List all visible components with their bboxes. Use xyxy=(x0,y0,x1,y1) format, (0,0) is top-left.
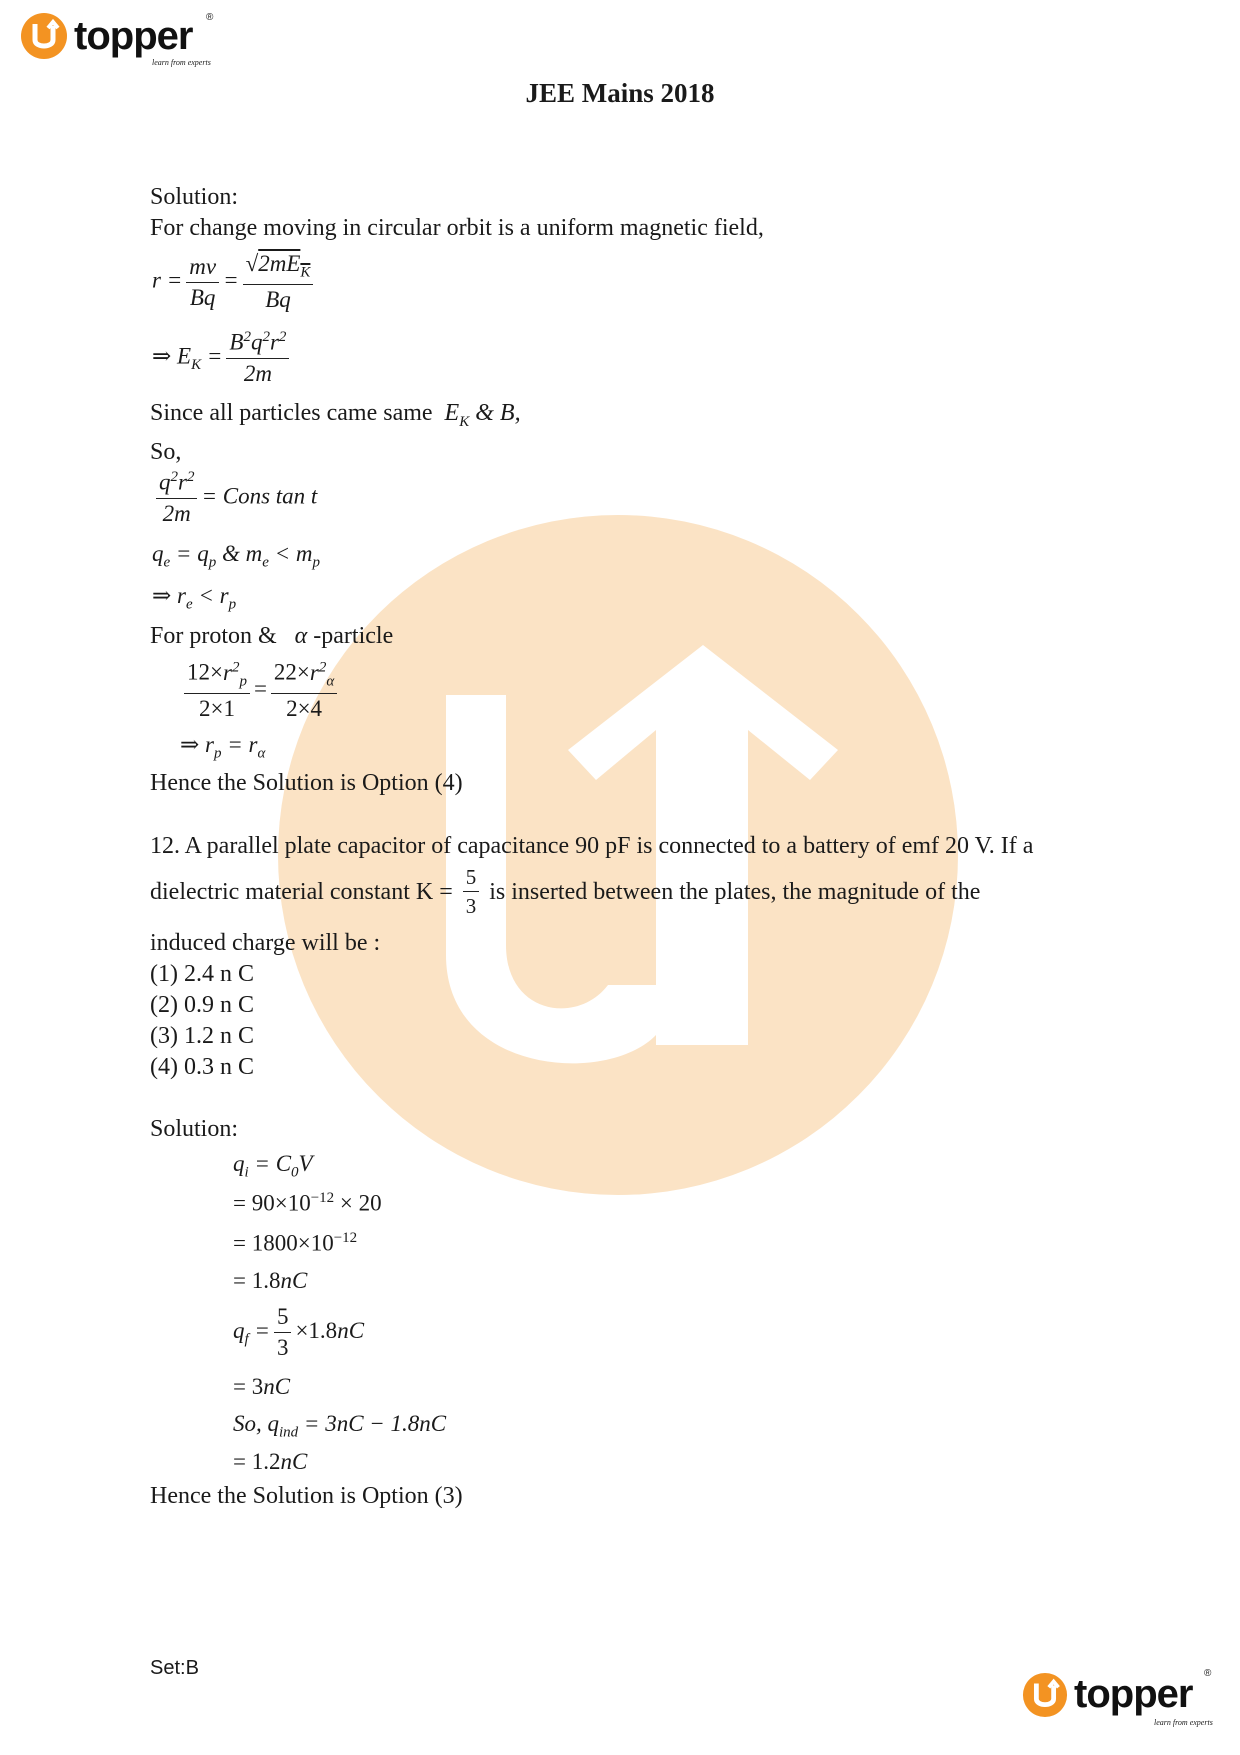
footer-brand-tagline: learn from experts xyxy=(1154,1718,1213,1727)
option-2: (2) 0.9 n C xyxy=(150,992,254,1018)
equation-radius-compare: ⇒ $r_e < r_p$ xyxy=(152,583,237,613)
set-label: Set:B xyxy=(150,1657,199,1679)
equation-proton-alpha: $\frac{12\times r^2_p}{2\times 1}$ = $\frac{22\times r^2_\alpha}{2\times 4}$ xyxy=(180,660,341,721)
option-1: (1) 2.4 n C xyxy=(150,961,254,987)
constant-text: = Cons tan t xyxy=(201,483,318,509)
question12-line2-tail: is inserted between the plates, the magnitude of the xyxy=(489,878,981,905)
solution-heading: Solution: xyxy=(150,184,239,210)
footer-topper-logo-icon xyxy=(1022,1672,1068,1718)
footer-registered-mark: ® xyxy=(1204,1668,1212,1679)
brand-tagline: learn from experts xyxy=(152,58,211,67)
footer-brand-name: topper xyxy=(1074,1672,1193,1716)
equation-qind-result: = 1.2nC xyxy=(233,1449,308,1474)
question12-line1: 12. A parallel plate capacitor of capacitance 90 pF is connected to a battery of emf 20 V. If a xyxy=(150,833,1034,859)
header-logo xyxy=(20,12,220,72)
equation-qf-result: = 3nC xyxy=(233,1374,291,1399)
page-title: JEE Mains 2018 xyxy=(525,78,715,108)
equation-qind: So, $q_{ind} = 3nC - 1.8nC$ xyxy=(233,1411,447,1441)
equation-radius-equal: ⇒ $r_p = r_\alpha$ xyxy=(180,732,266,762)
equation-kinetic-energy: ⇒ $E_K$ = $\frac{B^2q^2r^2}{2m}$ xyxy=(152,330,293,386)
equation-qi-step2: = $1800\times 10^{-12}$ xyxy=(233,1230,358,1256)
solution11-conclusion: Hence the Solution is Option (4) xyxy=(150,770,463,796)
solution12-conclusion: Hence the Solution is Option (3) xyxy=(150,1483,463,1509)
equation-constant: $\frac{q^2r^2}{2m}$ = Cons tan t xyxy=(152,470,317,526)
equation-qi-result: = 1.8nC xyxy=(233,1268,308,1293)
equation-charge-mass: $q_e = q_p$ & $m_e < m_p$ xyxy=(152,541,321,571)
brand-name: topper xyxy=(74,14,193,58)
since-line: Since all particles came same $E_K$ & B, xyxy=(150,400,521,430)
proton-text: For proton & xyxy=(150,623,277,649)
question12-k-label: dielectric material constant K = xyxy=(150,878,453,905)
solution-intro: For change moving in circular orbit is a uniform magnetic field, xyxy=(150,215,764,241)
proton-tail: -particle xyxy=(313,623,394,649)
equation-qf: $q_f$ = $\frac{5}{3}$ ×1.8nC xyxy=(233,1304,365,1361)
equation-qi: $q_i = C_0V$ xyxy=(233,1151,313,1181)
since-tail: & B, xyxy=(475,400,521,426)
k-numerator: 5 xyxy=(463,866,480,892)
footer-logo xyxy=(1022,1668,1222,1738)
option-4: (4) 0.3 n C xyxy=(150,1054,254,1080)
equation-radius: r = $\frac{mv}{Bq}$ = $\frac{√2mE_K}{Bq}$ xyxy=(152,252,317,312)
so-label: So, xyxy=(150,439,182,465)
since-text: Since all particles came same xyxy=(150,400,433,426)
k-denominator: 3 xyxy=(465,894,477,919)
proton-line: For proton & α -particle xyxy=(150,623,394,649)
registered-mark: ® xyxy=(206,12,214,23)
question12-line3: induced charge will be : xyxy=(150,930,381,956)
topper-logo-icon xyxy=(20,12,68,60)
equation-qi-step1: = $90\times 10^{-12} \times 20$ xyxy=(233,1190,382,1216)
question12-line2 xyxy=(150,866,980,917)
option-3: (3) 1.2 n C xyxy=(150,1023,254,1049)
solution12-heading: Solution: xyxy=(150,1116,239,1142)
